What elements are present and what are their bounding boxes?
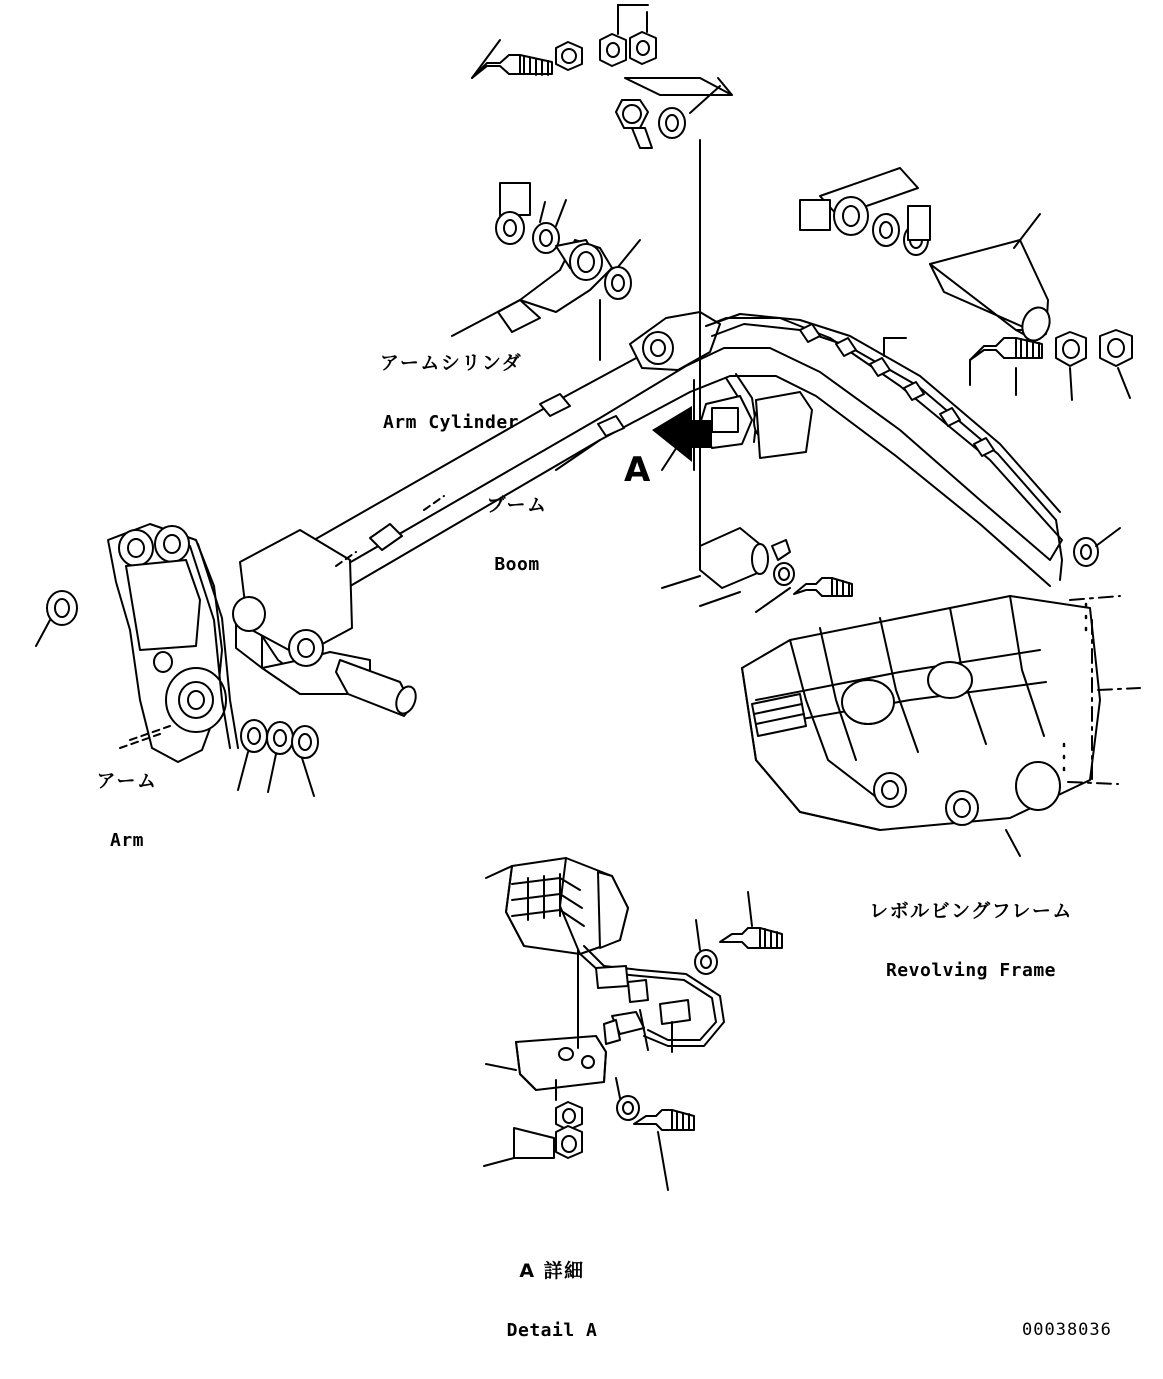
label-detail-a [462, 1222, 642, 1379]
label-detail-a-en: Detail A [506, 1319, 598, 1341]
label-boom [462, 456, 572, 613]
label-revolving-frame-en: Revolving Frame [885, 959, 1057, 981]
top-parts-cluster [472, 5, 732, 148]
label-revolving-frame [862, 862, 1080, 1019]
label-detail-a-jp: A 詳細 [519, 1259, 585, 1282]
callout-a-letter: A [624, 450, 651, 490]
label-arm [72, 732, 182, 889]
label-arm-cylinder [366, 314, 536, 471]
label-revolving-frame-jp: レボルビングフレーム [869, 899, 1073, 922]
label-arm-cylinder-en: Arm Cylinder [382, 411, 520, 433]
detail-a-assembly [484, 858, 782, 1190]
label-arm-en: Arm [109, 829, 144, 851]
label-boom-jp: ブーム [486, 493, 548, 516]
drawing-number: 00038036 [1022, 1320, 1112, 1340]
revolving-frame [742, 596, 1140, 856]
label-arm-jp: アーム [96, 769, 158, 792]
label-arm-cylinder-jp: アームシリンダ [379, 351, 523, 374]
label-boom-en: Boom [494, 553, 540, 575]
